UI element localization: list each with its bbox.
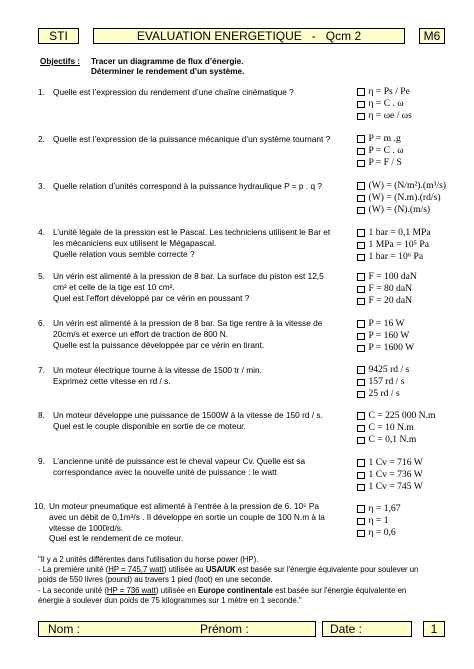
question-number: 10. (34, 501, 46, 511)
option[interactable] (357, 239, 431, 251)
section-label: STI (49, 29, 68, 43)
option-label: η = 1,67 (368, 503, 401, 514)
option[interactable] (357, 145, 404, 157)
checkbox[interactable] (357, 148, 365, 156)
checkbox[interactable] (357, 333, 365, 341)
checkbox[interactable] (357, 459, 365, 467)
option[interactable] (357, 376, 409, 388)
question-line: Quel est le couple disponible en sortie de ce moteur. (53, 420, 246, 431)
question-number: 9. (38, 456, 45, 466)
option-label: F = 20 daN (368, 295, 413, 307)
note-bold: USA/UK (205, 565, 236, 575)
option-label: η = ωe / ωs (368, 110, 412, 122)
option-label: C = 10 N.m (368, 422, 414, 434)
checkbox[interactable] (357, 425, 365, 433)
date-label: Date : (330, 622, 363, 636)
checkbox[interactable] (357, 437, 365, 445)
option-label: C = 0,1 N.m (368, 434, 417, 446)
option-label: P = F / S (368, 157, 402, 169)
option[interactable] (357, 434, 435, 446)
option[interactable] (357, 271, 417, 283)
option-label: η = 1 (368, 515, 389, 527)
option[interactable] (357, 295, 417, 307)
question-5-options (357, 271, 417, 308)
note-line: "Il y a 2 unités différentes dans l'utilisation du horse power (HP). (38, 555, 259, 564)
question-number: 3. (38, 181, 45, 191)
objective-line: Tracer un diagramme de flux d’énergie. (91, 57, 244, 66)
question-line: Un moteur pneumatique est alimenté à l’entrée à la pression de 6. 10⁵ Pa (49, 501, 320, 511)
checkbox[interactable] (357, 530, 365, 538)
option-label: (W) = (N/m²).(m³/s) (368, 180, 446, 191)
horse-power-note (38, 555, 438, 606)
question-line: 20cm/s et exerce un effort de traction de 800 N. (53, 328, 229, 339)
checkbox[interactable] (357, 195, 365, 203)
note-bold: Europe continentale (198, 585, 273, 595)
question-text (53, 365, 343, 387)
option[interactable] (357, 204, 446, 216)
question-line: Quelle relation vous semble correcte ? (53, 248, 195, 259)
note-text: est basée sur l'énergie équivalente pour soulever un (235, 565, 419, 575)
checkbox[interactable] (357, 135, 365, 143)
option-label: η = C . ω (368, 98, 404, 110)
question-text (53, 181, 343, 192)
option[interactable] (357, 98, 412, 110)
option-label: C = 225 000 N.m (368, 410, 436, 421)
checkbox[interactable] (357, 366, 365, 374)
option-label: P = m .g (368, 133, 401, 144)
date-field[interactable] (322, 621, 412, 637)
question-line: les mécaniciens eux utilisent le Mégapascal. (53, 237, 217, 248)
question-line: Quelle est la puissance développée par ce vérin en tirant. (53, 339, 265, 350)
checkbox[interactable] (357, 254, 365, 262)
checkbox[interactable] (357, 242, 365, 250)
option[interactable] (357, 527, 401, 539)
option[interactable] (357, 469, 423, 481)
question-line: L’ancienne unité de puissance est le cheval vapeur Cv. Quelle est sa (53, 456, 306, 466)
option[interactable] (357, 515, 401, 527)
option-label: P = 16 W (368, 318, 405, 329)
option[interactable] (357, 133, 404, 145)
checkbox[interactable] (357, 298, 365, 306)
option-label: P = C . ω (368, 145, 404, 157)
option-label: F = 100 daN (368, 271, 417, 282)
question-line: Quelle est l’expression de la puissance mécanique d’un système tournant ? (53, 134, 331, 144)
option-label: P = 1600 W (368, 342, 415, 354)
question-line: Quel est le rendement de ce moteur. (49, 533, 184, 544)
checkbox[interactable] (357, 484, 365, 492)
question-7-options (357, 364, 409, 401)
question-number: 4. (38, 227, 45, 237)
question-line: Exprimez cette vitesse en rd / s. (53, 375, 171, 386)
checkbox[interactable] (357, 182, 365, 190)
question-text (49, 501, 339, 544)
note-text: - La seconde unité ( (38, 585, 107, 595)
checkbox[interactable] (357, 207, 365, 215)
note-line: énergie à soulever dun poids de 75 kilogrammes sur 1 mètre en 1 seconde." (38, 595, 302, 605)
note-underlined: HP = 745,7 watt (108, 565, 164, 575)
page-number-box (423, 621, 445, 637)
question-text (53, 271, 343, 303)
checkbox[interactable] (357, 286, 365, 294)
question-9-options (357, 457, 423, 494)
question-text (53, 318, 343, 350)
question-6-options (357, 318, 414, 355)
section-badge (38, 28, 79, 44)
option-label: (W) = (N.m).(rd/s) (368, 192, 441, 204)
option-label: 1 bar = 0,1 MPa (368, 227, 431, 238)
question-2-options (357, 133, 404, 170)
option[interactable] (357, 388, 409, 400)
objectives-label: Objectifs : (40, 57, 81, 66)
option[interactable] (357, 422, 435, 434)
option-label: F = 80 daN (368, 283, 413, 295)
note-text: est basée sur l'énergie équivalente en (272, 585, 407, 595)
module-badge (419, 28, 445, 44)
question-line: vitesse de 1000rd/s. (49, 522, 124, 533)
question-4-options (357, 227, 431, 264)
option[interactable] (357, 457, 423, 469)
question-10-options (357, 503, 401, 540)
page-title: EVALUATION ENERGETIQUE - Qcm 2 (136, 29, 362, 43)
question-8-options (357, 410, 435, 447)
note-text: - La première unité ( (38, 565, 109, 575)
question-line: cm² et celle de la tige est 10 cm². (53, 281, 175, 292)
option-label: 25 rd / s (368, 388, 400, 400)
question-number: 6. (38, 318, 45, 328)
option-label: (W) = (N).(m/s) (368, 204, 431, 216)
option[interactable] (357, 110, 412, 122)
option[interactable] (357, 251, 431, 263)
question-number: 5. (38, 271, 45, 281)
question-number: 8. (38, 410, 45, 420)
checkbox[interactable] (357, 101, 365, 109)
name-label: Nom : (48, 622, 81, 636)
option-label: 9425 rd / s (368, 364, 410, 375)
question-number: 2. (38, 134, 45, 144)
checkbox[interactable] (357, 273, 365, 281)
page-number: 1 (430, 622, 438, 636)
name-field[interactable] (38, 621, 316, 637)
question-line: Un vérin est alimenté à la pression de 8 bar. La surface du piston est 12,5 (53, 271, 324, 281)
checkbox[interactable] (357, 518, 365, 526)
objective-line: Déterminer le rendement d’un système. (91, 67, 245, 76)
option-label: 1 bar = 10⁶ Pa (368, 251, 424, 263)
firstname-label: Prénom : (200, 622, 249, 636)
option[interactable] (357, 364, 409, 376)
question-number: 1. (38, 87, 45, 97)
note-text: ) utilisée au (163, 565, 206, 575)
question-line: avec un débit de 0,1m³/s . Il développe en sortie un couple de 100 N.m à la (49, 511, 325, 522)
checkbox[interactable] (357, 345, 365, 353)
question-text (53, 410, 343, 432)
option[interactable] (357, 283, 417, 295)
question-number: 7. (38, 365, 45, 375)
option[interactable] (357, 481, 423, 493)
checkbox[interactable] (357, 113, 365, 121)
option[interactable] (357, 410, 435, 422)
checkbox[interactable] (357, 379, 365, 387)
question-line: correspondance avec la nouvelle unité de puissance : le watt (53, 466, 277, 477)
module-code: M6 (423, 29, 441, 43)
option-label: 1 Cv = 736 W (368, 469, 423, 481)
option[interactable] (357, 318, 414, 330)
option[interactable] (357, 227, 431, 239)
option-label: 157 rd / s (368, 376, 405, 388)
checkbox[interactable] (357, 320, 365, 328)
option-label: η = 0,6 (368, 527, 396, 539)
question-line: L’unité légale de la pression est le Pascal. Les techniciens utilisent le Bar et (53, 227, 331, 237)
question-line: Un moteur développe une puissance de 1500W à la vitesse de 150 rd / s. (53, 410, 323, 420)
option-label: 1 Cv = 716 W (368, 457, 423, 468)
option[interactable] (357, 503, 401, 515)
note-underlined: HP = 736 watt (106, 585, 156, 595)
question-text (53, 456, 343, 478)
option[interactable] (357, 330, 414, 342)
option[interactable] (357, 192, 446, 204)
question-text (53, 134, 343, 145)
option[interactable] (357, 342, 414, 354)
question-line: Quelle est l’expression du rendement d’une chaîne cinématique ? (53, 87, 294, 97)
question-3-options (357, 180, 446, 217)
question-1-options (357, 86, 412, 123)
question-line: Un moteur électrique tourne à la vitesse de 1500 tr / min. (53, 365, 262, 375)
question-text (53, 87, 343, 98)
checkbox[interactable] (357, 229, 365, 237)
checkbox[interactable] (357, 412, 365, 420)
question-line: Quelle relation d’unités correspond à la puissance hydraulique P = p . q ? (53, 181, 322, 191)
question-line: Quel est l’effort développé par ce vérin en poussant ? (53, 292, 250, 303)
option[interactable] (357, 86, 412, 98)
objectives-text (91, 57, 244, 77)
checkbox[interactable] (357, 472, 365, 480)
question-text (53, 227, 343, 259)
option-label: 1 Cv = 745 W (368, 481, 423, 493)
note-line: poids de 550 livres (pound) au travers 1 pied (foot) en une seconde. (38, 575, 273, 585)
option-label: P = 160 W (368, 330, 410, 342)
checkbox[interactable] (357, 88, 365, 96)
option[interactable] (357, 157, 404, 169)
note-line (38, 586, 438, 596)
checkbox[interactable] (357, 505, 365, 513)
note-text: ) utilisée en (155, 585, 199, 595)
checkbox[interactable] (357, 391, 365, 399)
option-label: 1 MPa = 10⁵ Pa (368, 239, 429, 251)
question-line: Un vérin est alimenté à la pression de 8 bar. Sa tige rentre à la vitesse de (53, 318, 323, 328)
page-title-box (93, 28, 405, 44)
note-line (38, 565, 438, 575)
option[interactable] (357, 180, 446, 192)
checkbox[interactable] (357, 160, 365, 168)
option-label: η = Ps / Pe (368, 86, 410, 97)
